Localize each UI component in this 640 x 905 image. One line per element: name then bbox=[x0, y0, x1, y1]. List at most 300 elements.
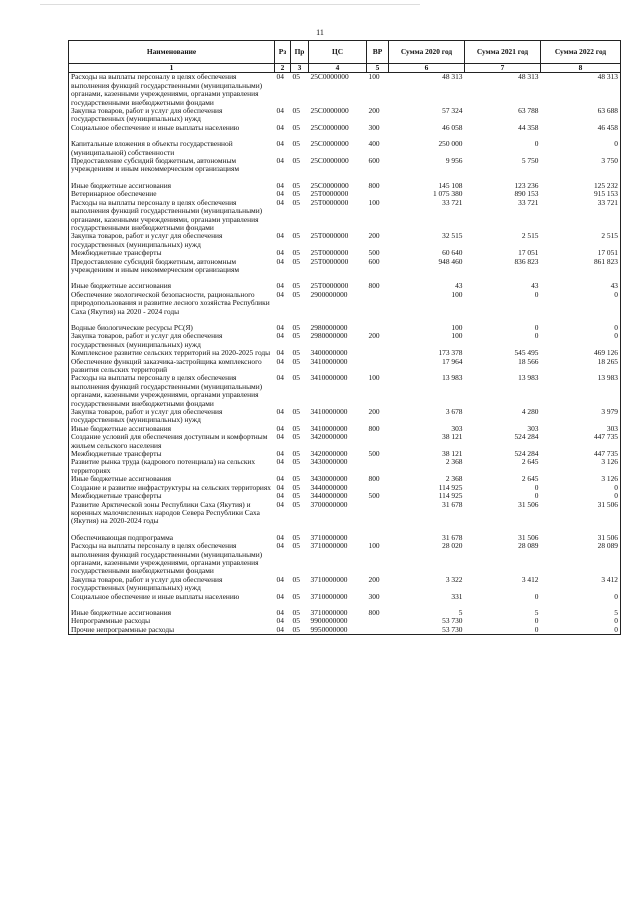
header-cs: ЦС bbox=[309, 41, 367, 64]
row-pr: 05 bbox=[292, 331, 300, 341]
row-cs: 2980000000 bbox=[310, 322, 348, 332]
row-vr: 600 bbox=[368, 156, 380, 166]
row-vr: 600 bbox=[368, 256, 380, 266]
spacer-cell bbox=[541, 274, 621, 282]
table-row bbox=[69, 458, 621, 475]
row-name: Межбюджетные трансферты bbox=[69, 249, 275, 257]
row-sum-2022: 0 bbox=[541, 492, 621, 500]
row-sum-2022: 18 265 bbox=[541, 358, 621, 375]
row-sum-2020: 145 108 bbox=[438, 180, 463, 190]
row-name: Обеспечивающая подпрограмма bbox=[69, 534, 275, 542]
row-vr: 800 bbox=[368, 423, 380, 433]
table-row bbox=[69, 291, 621, 316]
row-sum-2020: 3 678 bbox=[445, 407, 463, 417]
row-rz: 04 bbox=[276, 474, 284, 484]
row-vr bbox=[367, 291, 389, 316]
row-name: Иные бюджетные ассигнования bbox=[69, 475, 275, 483]
table-row bbox=[69, 199, 621, 233]
header-name: Наименование bbox=[69, 41, 275, 64]
row-vr: 100 bbox=[368, 197, 380, 207]
spacer-cell bbox=[541, 316, 621, 324]
row-sum-2022: 3 979 bbox=[541, 408, 621, 425]
row-vr: 400 bbox=[368, 139, 380, 149]
row-rz: 04 bbox=[276, 499, 284, 509]
row-name: Закупка товаров, работ и услуг для обеспечения государственных (муниципальных) нужд bbox=[69, 408, 275, 425]
row-name: Расходы на выплаты персоналу в целях обеспечения выполнения функций государственными (муниципальными) органами, казенными учреждениями, органами управления государственными внебюджетными фондами bbox=[69, 73, 275, 107]
spacer-cell bbox=[389, 274, 465, 282]
row-sum-2021: 5 750 bbox=[521, 156, 539, 166]
row-pr: 05 bbox=[292, 407, 300, 417]
row-sum-2020: 32 515 bbox=[442, 231, 463, 241]
row-sum-2021: 303 bbox=[527, 423, 539, 433]
row-rz: 04 bbox=[276, 156, 284, 166]
row-sum-2021: 890 153 bbox=[514, 189, 539, 199]
row-rz: 04 bbox=[276, 574, 284, 584]
row-sum-2020: 100 bbox=[451, 289, 463, 299]
row-pr: 05 bbox=[292, 607, 300, 617]
row-sum-2021: 0 bbox=[534, 322, 539, 332]
row-sum-2022: 17 051 bbox=[541, 249, 621, 257]
row-cs: 25Т0000000 bbox=[310, 256, 349, 266]
column-number: 7 bbox=[465, 64, 541, 73]
row-vr: 100 bbox=[368, 72, 380, 82]
row-vr: 800 bbox=[368, 474, 380, 484]
row-sum-2022: 31 506 bbox=[541, 534, 621, 542]
row-sum-2020: 43 bbox=[455, 281, 463, 291]
row-sum-2020: 48 313 bbox=[442, 72, 463, 82]
row-sum-2020: 100 bbox=[451, 322, 463, 332]
row-rz: 04 bbox=[276, 72, 284, 82]
header-vr: ВР bbox=[367, 41, 389, 64]
row-sum-2021: 17 051 bbox=[518, 248, 539, 258]
row-name: Социальное обеспечение и иные выплаты населению bbox=[69, 124, 275, 132]
row-pr: 05 bbox=[292, 356, 300, 366]
table-row bbox=[69, 576, 621, 593]
row-sum-2020: 114 925 bbox=[438, 491, 463, 501]
row-pr: 05 bbox=[292, 482, 300, 492]
row-sum-2022: 3 126 bbox=[541, 458, 621, 475]
row-cs: 2900000000 bbox=[310, 289, 348, 299]
row-cs: 3410000000 bbox=[310, 407, 348, 417]
row-name: Развитие рынка труда (кадрового потенциала) на сельских территориях bbox=[69, 458, 275, 475]
row-sum-2022: 0 bbox=[541, 617, 621, 625]
row-sum-2021: 545 495 bbox=[514, 348, 539, 358]
row-sum-2020: 173 378 bbox=[438, 348, 463, 358]
row-sum-2022: 0 bbox=[541, 484, 621, 492]
row-name: Иные бюджетные ассигнования bbox=[69, 282, 275, 290]
row-cs: 3710000000 bbox=[310, 574, 348, 584]
table-row bbox=[69, 157, 621, 174]
row-rz: 04 bbox=[276, 289, 284, 299]
row-sum-2020: 1 075 380 bbox=[432, 189, 463, 199]
spacer-cell bbox=[465, 601, 541, 609]
row-cs: 25Т0000000 bbox=[310, 197, 349, 207]
spacer-cell bbox=[541, 601, 621, 609]
table-row bbox=[69, 107, 621, 124]
row-sum-2021: 33 721 bbox=[518, 197, 539, 207]
row-pr: 05 bbox=[292, 432, 300, 442]
row-cs: 3420000000 bbox=[310, 449, 348, 459]
table-row bbox=[69, 501, 621, 526]
row-sum-2021: 43 bbox=[531, 281, 539, 291]
row-cs: 25С0000000 bbox=[310, 122, 349, 132]
row-name: Ветеринарное обеспечение bbox=[69, 190, 275, 198]
row-name: Капитальные вложения в объекты государственной (муниципальной) собственности bbox=[69, 140, 275, 157]
table-row bbox=[69, 258, 621, 275]
row-cs: 25С0000000 bbox=[310, 72, 349, 82]
row-vr: 800 bbox=[368, 180, 380, 190]
row-pr: 05 bbox=[292, 72, 300, 82]
table-row bbox=[69, 358, 621, 375]
row-vr: 200 bbox=[368, 574, 380, 584]
row-vr: 200 bbox=[368, 407, 380, 417]
row-name: Расходы на выплаты персоналу в целях обеспечения выполнения функций государственными (муниципальными) органами, казенными учреждениями, органами управления государственными внебюджетными фондами bbox=[69, 374, 275, 408]
spacer-cell bbox=[367, 316, 389, 324]
table-row bbox=[69, 140, 621, 157]
row-cs: 3710000000 bbox=[310, 532, 348, 542]
row-name: Предоставление субсидий бюджетным, автономным учреждениям и иным некоммерческим организациям bbox=[69, 157, 275, 174]
row-rz: 04 bbox=[276, 591, 284, 601]
row-cs: 3410000000 bbox=[310, 373, 348, 383]
row-sum-2022: 0 bbox=[541, 140, 621, 157]
row-rz: 04 bbox=[276, 432, 284, 442]
row-sum-2020: 53 730 bbox=[389, 626, 465, 635]
row-pr: 05 bbox=[292, 449, 300, 459]
row-rz: 04 bbox=[276, 231, 284, 241]
row-sum-2022: 0 bbox=[541, 593, 621, 601]
row-pr: 05 bbox=[292, 180, 300, 190]
row-vr: 500 bbox=[368, 449, 380, 459]
row-sum-2022: 3 412 bbox=[541, 576, 621, 593]
row-sum-2021: 524 284 bbox=[514, 449, 539, 459]
row-sum-2022: 31 506 bbox=[541, 501, 621, 526]
column-number: 3 bbox=[291, 64, 309, 73]
row-sum-2022: 43 bbox=[541, 282, 621, 290]
row-vr: 200 bbox=[368, 231, 380, 241]
row-pr: 05 bbox=[292, 616, 300, 626]
row-name: Обеспечение экологической безопасности, рационального природопользования и развитие лесного хозяйства Республики Саха (Якутия) на 2020 - 2024 годы bbox=[69, 291, 275, 316]
table-row bbox=[69, 124, 621, 132]
row-sum-2020: 2 368 bbox=[445, 457, 463, 467]
row-rz: 04 bbox=[276, 331, 284, 341]
row-sum-2020: 33 721 bbox=[442, 197, 463, 207]
column-number: 4 bbox=[309, 64, 367, 73]
row-vr: 300 bbox=[368, 122, 380, 132]
row-cs: 3710000000 bbox=[310, 591, 348, 601]
row-pr: 05 bbox=[292, 248, 300, 258]
row-cs: 3410000000 bbox=[310, 423, 348, 433]
row-pr: 05 bbox=[291, 626, 309, 635]
row-vr: 500 bbox=[368, 491, 380, 501]
row-sum-2022: 915 153 bbox=[541, 190, 621, 198]
row-cs: 3710000000 bbox=[310, 541, 348, 551]
row-pr: 05 bbox=[292, 322, 300, 332]
row-cs: 3430000000 bbox=[310, 474, 348, 484]
table-row bbox=[69, 433, 621, 450]
row-vr: 200 bbox=[368, 331, 380, 341]
row-name: Непрограммные расходы bbox=[69, 617, 275, 625]
spacer-cell bbox=[367, 526, 389, 534]
row-sum-2022: 447 735 bbox=[541, 433, 621, 450]
row-rz: 04 bbox=[276, 197, 284, 207]
row-sum-2021: 3 412 bbox=[521, 574, 539, 584]
row-sum-2021: 0 bbox=[534, 289, 539, 299]
row-rz: 04 bbox=[276, 281, 284, 291]
row-cs: 3440000000 bbox=[310, 482, 348, 492]
row-sum-2020: 60 640 bbox=[442, 248, 463, 258]
table-row bbox=[69, 593, 621, 601]
column-number: 1 bbox=[69, 64, 275, 73]
row-name: Закупка товаров, работ и услуг для обеспечения государственных (муниципальных) нужд bbox=[69, 332, 275, 349]
table-row bbox=[69, 408, 621, 425]
row-vr: 100 bbox=[368, 541, 380, 551]
row-pr: 05 bbox=[292, 499, 300, 509]
table-body bbox=[69, 73, 621, 635]
row-sum-2021: 5 bbox=[534, 607, 539, 617]
row-sum-2021: 0 bbox=[534, 139, 539, 149]
header-sum-2022: Сумма 2022 год bbox=[541, 41, 621, 64]
row-sum-2022: 469 126 bbox=[541, 349, 621, 357]
row-sum-2021: 44 358 bbox=[518, 122, 539, 132]
row-cs: 25Т0000000 bbox=[310, 281, 349, 291]
row-sum-2020: 28 020 bbox=[442, 541, 463, 551]
row-sum-2021: 2 645 bbox=[521, 457, 539, 467]
row-sum-2020: 3 322 bbox=[445, 574, 463, 584]
row-vr: 200 bbox=[368, 106, 380, 116]
row-rz: 04 bbox=[276, 373, 284, 383]
row-cs: 25С0000000 bbox=[310, 156, 349, 166]
row-cs: 25С0000000 bbox=[310, 180, 349, 190]
row-rz: 04 bbox=[276, 348, 284, 358]
row-rz: 04 bbox=[276, 532, 284, 542]
row-sum-2021: 2 515 bbox=[521, 231, 539, 241]
row-name: Закупка товаров, работ и услуг для обеспечения государственных (муниципальных) нужд bbox=[69, 107, 275, 124]
row-sum-2022: 3 750 bbox=[541, 157, 621, 174]
table-row bbox=[69, 542, 621, 576]
row-name: Создание и развитие инфраструктуры на сельских территориях bbox=[69, 484, 275, 492]
spacer-cell bbox=[389, 601, 465, 609]
row-pr: 05 bbox=[292, 373, 300, 383]
row-rz: 04 bbox=[276, 122, 284, 132]
row-rz: 04 bbox=[276, 356, 284, 366]
row-rz: 04 bbox=[276, 256, 284, 266]
row-sum-2020: 57 324 bbox=[442, 106, 463, 116]
row-name: Обеспечение функций заказчика-застройщика комплексного развития сельских территорий bbox=[69, 358, 275, 375]
row-name: Расходы на выплаты персоналу в целях обеспечения выполнения функций государственными (муниципальными) органами, казенными учреждениями, органами управления государственными внебюджетными фондами bbox=[69, 199, 275, 233]
row-pr: 05 bbox=[292, 139, 300, 149]
row-pr: 05 bbox=[292, 591, 300, 601]
spacer-cell bbox=[541, 132, 621, 140]
column-number: 6 bbox=[389, 64, 465, 73]
row-vr bbox=[367, 358, 389, 375]
table-row bbox=[69, 232, 621, 249]
row-sum-2022: 48 313 bbox=[541, 73, 621, 107]
row-cs: 25Т0000000 bbox=[310, 248, 349, 258]
row-pr: 05 bbox=[292, 256, 300, 266]
row-rz: 04 bbox=[276, 541, 284, 551]
row-cs: 25С0000000 bbox=[310, 106, 349, 116]
row-name: Создание условий для обеспечения доступным и комфортным жильем сельского населения bbox=[69, 433, 275, 450]
row-rz: 04 bbox=[276, 449, 284, 459]
row-sum-2020: 38 121 bbox=[442, 432, 463, 442]
row-sum-2020: 31 678 bbox=[442, 532, 463, 542]
row-vr: 300 bbox=[368, 591, 380, 601]
row-name: Комплексное развитие сельских территорий на 2020-2025 годы bbox=[69, 349, 275, 357]
row-sum-2020: 9 956 bbox=[445, 156, 463, 166]
row-pr: 05 bbox=[292, 491, 300, 501]
row-pr: 05 bbox=[292, 289, 300, 299]
row-sum-2022: 0 bbox=[541, 332, 621, 349]
row-pr: 05 bbox=[292, 106, 300, 116]
header-sum-2021: Сумма 2021 год bbox=[465, 41, 541, 64]
row-pr: 05 bbox=[292, 122, 300, 132]
row-sum-2021: 48 313 bbox=[518, 72, 539, 82]
row-vr: 100 bbox=[368, 373, 380, 383]
row-sum-2022: 2 515 bbox=[541, 232, 621, 249]
row-sum-2021: 4 280 bbox=[521, 407, 539, 417]
row-pr: 05 bbox=[292, 457, 300, 467]
row-sum-2020: 303 bbox=[451, 423, 463, 433]
row-pr: 05 bbox=[292, 197, 300, 207]
row-sum-2022: 861 823 bbox=[541, 258, 621, 275]
row-pr: 05 bbox=[292, 231, 300, 241]
page-number: 11 bbox=[316, 28, 324, 37]
column-number: 5 bbox=[367, 64, 389, 73]
row-rz: 04 bbox=[276, 189, 284, 199]
row-vr: 500 bbox=[368, 248, 380, 258]
row-sum-2020: 250 000 bbox=[438, 139, 463, 149]
budget-table bbox=[68, 40, 621, 635]
row-sum-2021: 18 566 bbox=[518, 356, 539, 366]
row-name: Водные биологические ресурсы РС(Я) bbox=[69, 324, 275, 332]
row-sum-2020: 5 bbox=[458, 607, 463, 617]
row-cs: 3440000000 bbox=[310, 491, 348, 501]
row-rz: 04 bbox=[276, 180, 284, 190]
row-sum-2021: 0 bbox=[465, 626, 541, 635]
row-pr: 05 bbox=[292, 281, 300, 291]
table-row bbox=[69, 626, 621, 635]
row-name: Иные бюджетные ассигнования bbox=[69, 609, 275, 617]
table-row bbox=[69, 332, 621, 349]
row-rz: 04 bbox=[275, 626, 291, 635]
row-rz: 04 bbox=[276, 607, 284, 617]
row-cs: 3700000000 bbox=[310, 499, 348, 509]
row-sum-2021: 31 506 bbox=[518, 532, 539, 542]
spacer-cell bbox=[465, 274, 541, 282]
row-sum-2022: 0 bbox=[541, 291, 621, 316]
row-sum-2020: 2 368 bbox=[445, 474, 463, 484]
row-cs: 3400000000 bbox=[310, 348, 348, 358]
row-vr bbox=[367, 617, 389, 625]
header-sum-2020: Сумма 2020 год bbox=[389, 41, 465, 64]
row-sum-2022: 5 bbox=[541, 609, 621, 617]
row-rz: 04 bbox=[276, 482, 284, 492]
row-rz: 04 bbox=[276, 616, 284, 626]
row-rz: 04 bbox=[276, 139, 284, 149]
row-sum-2022: 0 bbox=[541, 324, 621, 332]
row-name: Межбюджетные трансферты bbox=[69, 492, 275, 500]
row-sum-2022: 13 983 bbox=[541, 374, 621, 408]
spacer-cell bbox=[465, 316, 541, 324]
row-sum-2022: 33 721 bbox=[541, 199, 621, 233]
row-sum-2020: 31 678 bbox=[442, 499, 463, 509]
row-vr: 800 bbox=[368, 607, 380, 617]
row-name: Иные бюджетные ассигнования bbox=[69, 182, 275, 190]
row-sum-2021: 2 645 bbox=[521, 474, 539, 484]
row-pr: 05 bbox=[292, 156, 300, 166]
row-rz: 04 bbox=[276, 457, 284, 467]
row-pr: 05 bbox=[292, 348, 300, 358]
row-sum-2020: 38 121 bbox=[442, 449, 463, 459]
row-sum-2020: 17 964 bbox=[442, 356, 463, 366]
row-pr: 05 bbox=[292, 541, 300, 551]
row-name: Закупка товаров, работ и услуг для обеспечения государственных (муниципальных) нужд bbox=[69, 576, 275, 593]
row-cs: 25Т0000000 bbox=[310, 189, 349, 199]
row-rz: 04 bbox=[276, 322, 284, 332]
row-sum-2022: 125 232 bbox=[541, 182, 621, 190]
row-sum-2021: 524 284 bbox=[514, 432, 539, 442]
row-sum-2022: 28 089 bbox=[541, 542, 621, 576]
column-number: 8 bbox=[541, 64, 621, 73]
row-rz: 04 bbox=[276, 491, 284, 501]
row-sum-2021: 0 bbox=[534, 482, 539, 492]
row-sum-2022: 303 bbox=[541, 425, 621, 433]
row-sum-2022: 46 458 bbox=[541, 124, 621, 132]
row-sum-2020: 13 983 bbox=[442, 373, 463, 383]
row-sum-2021: 0 bbox=[534, 491, 539, 501]
row-sum-2021: 31 506 bbox=[518, 499, 539, 509]
table-row bbox=[69, 73, 621, 107]
row-cs: 9950000000 bbox=[309, 626, 367, 635]
row-sum-2021: 13 983 bbox=[518, 373, 539, 383]
header-rz: Рз bbox=[275, 41, 291, 64]
row-name: Иные бюджетные ассигнования bbox=[69, 425, 275, 433]
row-name: Прочие непрограммные расходы bbox=[69, 626, 275, 635]
row-sum-2022: 63 688 bbox=[541, 107, 621, 124]
row-name: Социальное обеспечение и иные выплаты населению bbox=[69, 593, 275, 601]
row-pr: 05 bbox=[292, 474, 300, 484]
row-sum-2021: 28 089 bbox=[518, 541, 539, 551]
row-vr: 800 bbox=[368, 281, 380, 291]
row-cs: 3410000000 bbox=[310, 356, 348, 366]
row-sum-2021: 0 bbox=[534, 616, 539, 626]
scan-top-edge bbox=[40, 4, 420, 5]
row-sum-2020: 46 058 bbox=[442, 122, 463, 132]
row-vr bbox=[367, 433, 389, 450]
column-number: 2 bbox=[275, 64, 291, 73]
row-pr: 05 bbox=[292, 189, 300, 199]
row-sum-2020: 114 925 bbox=[438, 482, 463, 492]
row-vr bbox=[367, 626, 389, 635]
row-sum-2021: 123 236 bbox=[514, 180, 539, 190]
spacer-cell bbox=[465, 132, 541, 140]
row-cs: 9900000000 bbox=[310, 616, 348, 626]
row-name: Предоставление субсидий бюджетным, автономным учреждениям и иным некоммерческим организациям bbox=[69, 258, 275, 275]
row-rz: 04 bbox=[276, 423, 284, 433]
row-cs: 25Т0000000 bbox=[310, 231, 349, 241]
row-sum-2020: 53 730 bbox=[442, 616, 463, 626]
row-sum-2022: 0 bbox=[541, 626, 621, 635]
row-pr: 05 bbox=[292, 532, 300, 542]
table-header bbox=[69, 41, 621, 73]
row-rz: 04 bbox=[276, 106, 284, 116]
row-name: Развитие Арктической зоны Республики Саха (Якутия) и коренных малочисленных народов Севера Республики Саха (Якутия) на 2020-2024 годы bbox=[69, 501, 275, 526]
row-sum-2021: 63 788 bbox=[518, 106, 539, 116]
row-sum-2020: 948 460 bbox=[438, 256, 463, 266]
row-vr bbox=[367, 458, 389, 475]
row-vr bbox=[367, 349, 389, 357]
row-name: Межбюджетные трансферты bbox=[69, 450, 275, 458]
